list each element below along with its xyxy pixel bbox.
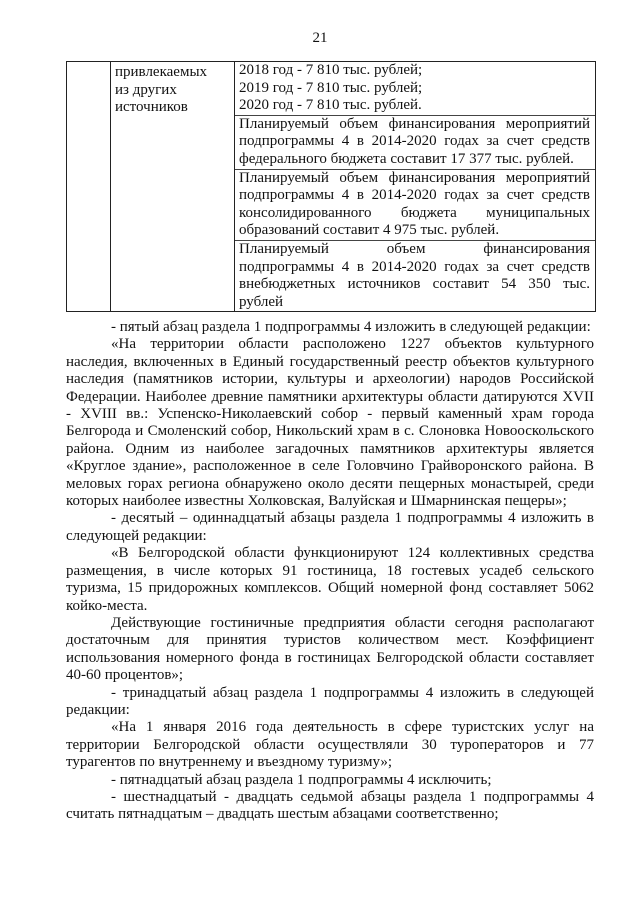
paragraph-line: Планируемый объем финансирования bbox=[239, 240, 590, 257]
source-label-line: из других bbox=[115, 81, 177, 98]
document-body bbox=[66, 319, 594, 824]
financing-paragraph-municipal bbox=[235, 169, 595, 240]
financing-paragraph-extrabudgetary bbox=[235, 240, 595, 311]
year-line: 2019 год - 7 810 тыс. рублей; bbox=[239, 79, 423, 96]
table-cell-financing bbox=[235, 62, 596, 312]
financing-table bbox=[66, 61, 596, 312]
body-paragraph: - шестнадцатый - двадцать седьмой абзацы раздела 1 подпрограммы 4 считать пятнадцатым – двадцать шестым абзацами соответственно; bbox=[66, 788, 594, 823]
years-block bbox=[235, 62, 595, 115]
body-paragraph: «На 1 января 2016 года деятельность в сфере туристских услуг на территории Белгородской области осуществляли 30 туроператоров и 77 турагентов по внутреннему и въездному туризму»; bbox=[66, 719, 594, 771]
paragraph-line: подпрограммы 4 в 2014-2020 годах за счет средств bbox=[239, 258, 590, 275]
year-line: 2020 год - 7 810 тыс. рублей. bbox=[239, 97, 422, 114]
body-paragraph: - десятый – одиннадцатый абзацы раздела 1 подпрограммы 4 изложить в следующей редакции: bbox=[66, 510, 594, 544]
table-row bbox=[67, 62, 596, 312]
source-label-line: привлекаемых bbox=[115, 64, 208, 80]
paragraph-line: внебюджетных источников составит 54 350 тыс. bbox=[239, 276, 590, 293]
source-label-line: источников bbox=[115, 99, 188, 116]
table-cell-source bbox=[111, 62, 235, 312]
paragraph-line: Планируемый объем финансирования мероприятий bbox=[239, 115, 590, 132]
paragraph-line: подпрограммы 4 в 2014-2020 годах за счет средств bbox=[239, 133, 590, 150]
body-paragraph: «На территории области расположено 1227 объектов культурного наследия, включенных в Единый государственный реестр объектов культурного наследия (памятников истории, культуры и археологии) народов Российской Федерации. Наиболее древние памятники архитектуры области датируются XVII - XVIII вв.: Успенско-Николаевский собор - первый каменный храм города Белгорода и Смоленский собор, Никольский храм в с. Слоновка Новооскольского района. Одним из наиболее загадочных памятников архитектуры является «Круглое здание», расположенное в селе Головчино Грайворонского района. В меловых горах региона обнаружено около десяти пещерных монастырей, среди которых наиболее известны Холковская, Валуйская и Шмарнинская пещеры»; bbox=[66, 336, 594, 510]
paragraph-line: подпрограммы 4 в 2014-2020 годах за счет средств bbox=[239, 187, 590, 204]
paragraph-line: федерального бюджета составит 17 377 тыс. рублей. bbox=[239, 150, 574, 167]
paragraph-line: Планируемый объем финансирования мероприятий bbox=[239, 169, 590, 186]
year-line: 2018 год - 7 810 тыс. рублей; bbox=[239, 62, 423, 78]
body-paragraph: Действующие гостиничные предприятия области сегодня располагают достаточным для принятия туристов количеством мест. Коэффициент использования номерного фонда в гостиницах Белгородской области составляет 40-60 процентов»; bbox=[66, 614, 594, 684]
table-cell-empty bbox=[67, 62, 111, 312]
paragraph-line: рублей bbox=[239, 293, 284, 310]
body-paragraph: - пятый абзац раздела 1 подпрограммы 4 изложить в следующей редакции: bbox=[111, 319, 591, 335]
financing-paragraph-federal bbox=[235, 115, 595, 169]
body-paragraph: - пятнадцатый абзац раздела 1 подпрограммы 4 исключить; bbox=[111, 771, 492, 788]
paragraph-line: консолидированного бюджета муниципальных bbox=[239, 204, 590, 221]
paragraph-line: образований составит 4 975 тыс. рублей. bbox=[239, 222, 500, 239]
body-paragraph: - тринадцатый абзац раздела 1 подпрограммы 4 изложить в следующей редакции: bbox=[66, 684, 594, 718]
page-number: 21 bbox=[312, 30, 328, 46]
body-paragraph: «В Белгородской области функционируют 124 коллективных средства размещения, в числе которых 91 гостиница, 18 гостевых усадеб сельского туризма, 15 придорожных комплексов. Общий номерной фонд составляет 5062 койко-места. bbox=[66, 545, 594, 614]
